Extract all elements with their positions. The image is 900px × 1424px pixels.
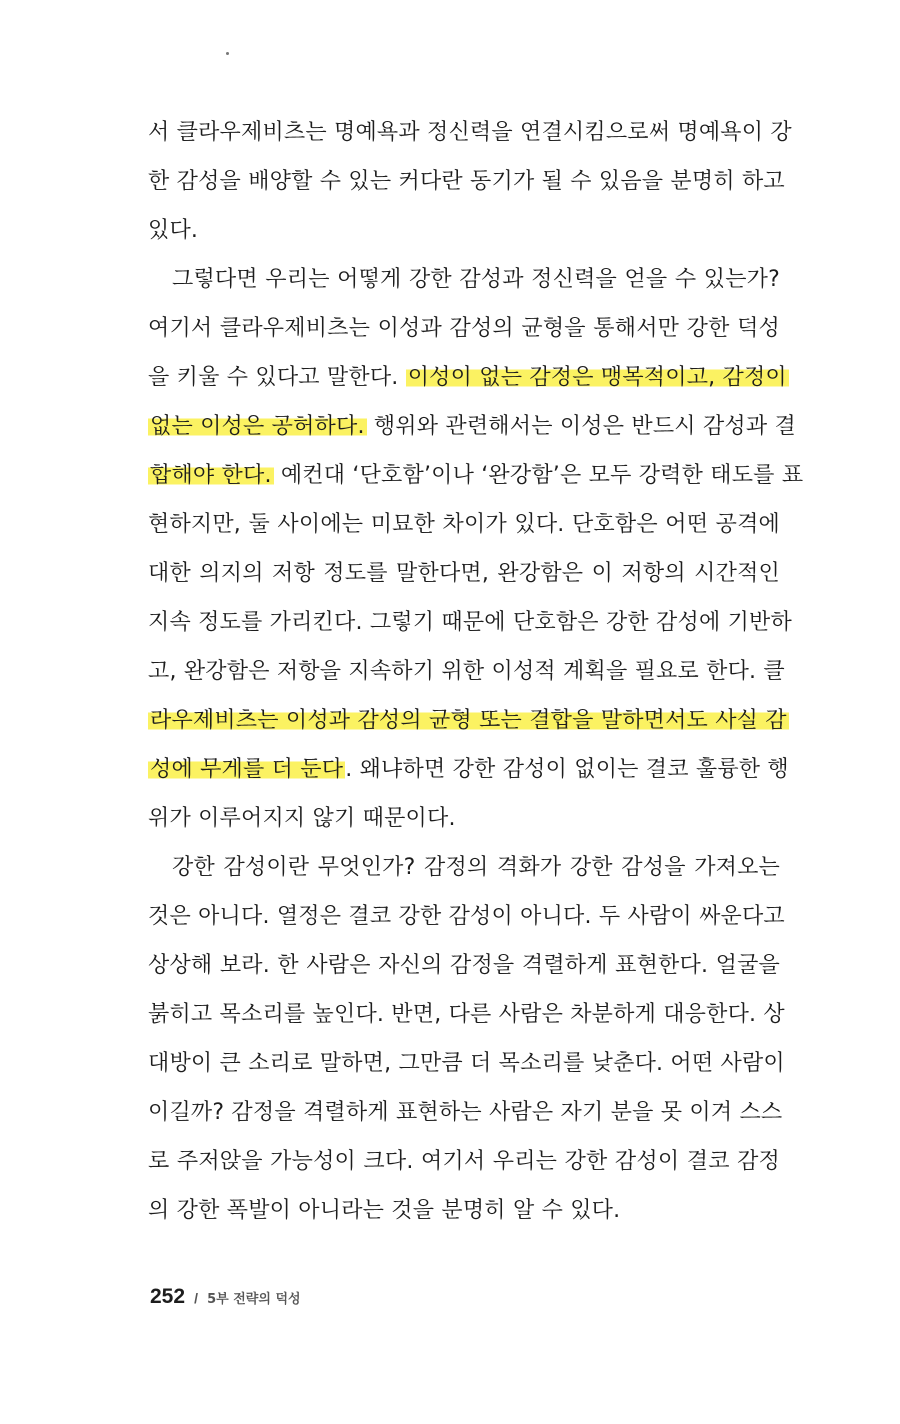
text-run: 붉히고 목소리를 높인다. 반면, 다른 사람은 차분하게 대응한다. 상 bbox=[148, 1002, 785, 1027]
text-line bbox=[172, 845, 780, 891]
text-line bbox=[148, 992, 785, 1038]
text-run: 의 강한 폭발이 아니라는 것을 분명히 알 수 있다. bbox=[148, 1198, 621, 1223]
text-run: 있다. bbox=[148, 218, 199, 243]
text-line bbox=[148, 110, 792, 156]
text-run: 행위와 관련해서는 이성은 반드시 감성과 결 bbox=[366, 414, 796, 439]
text-line bbox=[148, 551, 780, 597]
text-run: 상상해 보라. 한 사람은 자신의 감정을 격렬하게 표현한다. 얼굴을 bbox=[148, 953, 780, 978]
text-line bbox=[148, 600, 792, 646]
text-run: 한 감성을 배양할 수 있는 커다란 동기가 될 수 있음을 분명히 하고 bbox=[148, 169, 785, 194]
text-run: 지속 정도를 가리킨다. 그렇기 때문에 단호함은 강한 감성에 기반하 bbox=[148, 610, 792, 635]
text-run: 강한 감성이란 무엇인가? 감정의 격화가 강한 감성을 가져오는 bbox=[172, 855, 780, 880]
text-run: 서 클라우제비츠는 명예욕과 정신력을 연결시킴으로써 명예욕이 강 bbox=[148, 120, 792, 145]
text-line bbox=[148, 159, 785, 205]
text-run: 로 주저앉을 가능성이 크다. 여기서 우리는 강한 감성이 결코 감정 bbox=[148, 1149, 780, 1174]
text-line bbox=[148, 306, 780, 352]
highlighted-text: 합해야 한다. bbox=[150, 463, 272, 488]
text-run: 대한 의지의 저항 정도를 말한다면, 완강함은 이 저항의 시간적인 bbox=[148, 561, 780, 586]
text-run: 것은 아니다. 열정은 결코 강한 감성이 아니다. 두 사람이 싸운다고 bbox=[148, 904, 785, 929]
text-run: 위가 이루어지지 않기 때문이다. bbox=[148, 806, 456, 831]
page-footer bbox=[150, 1282, 301, 1312]
text-line bbox=[148, 649, 785, 695]
text-line bbox=[148, 698, 787, 744]
highlighted-text: 라우제비츠는 이성과 감성의 균형 또는 결합을 말하면서도 사실 감 bbox=[150, 708, 787, 733]
text-line bbox=[148, 1041, 785, 1087]
text-line bbox=[148, 453, 804, 499]
text-line bbox=[148, 208, 780, 254]
highlighted-text: 성에 무게를 더 둔다 bbox=[150, 757, 344, 782]
footer-separator: / bbox=[194, 1290, 199, 1306]
text-run: 여기서 클라우제비츠는 이성과 감성의 균형을 통해서만 강한 덕성 bbox=[148, 316, 780, 341]
page-speck bbox=[226, 52, 229, 55]
text-run: 대방이 큰 소리로 말하면, 그만큼 더 목소리를 낮춘다. 어떤 사람이 bbox=[148, 1051, 785, 1076]
text-run: 고, 완강함은 저항을 지속하기 위한 이성적 계획을 필요로 한다. 클 bbox=[148, 659, 785, 684]
text-line bbox=[148, 1090, 783, 1136]
highlighted-text: 이성이 없는 감정은 맹목적이고, 감정이 bbox=[407, 365, 787, 390]
text-run: 그렇다면 우리는 어떻게 강한 감성과 정신력을 얻을 수 있는가? bbox=[172, 267, 780, 292]
text-line bbox=[148, 355, 787, 401]
text-line bbox=[148, 894, 785, 940]
text-line bbox=[148, 796, 780, 842]
text-run: 을 키울 수 있다고 말한다. bbox=[148, 365, 406, 390]
text-line bbox=[148, 502, 780, 548]
text-line bbox=[172, 257, 780, 303]
text-line bbox=[148, 404, 796, 450]
text-line bbox=[148, 943, 780, 989]
text-run: 예컨대 ‘단호함’이나 ‘완강함’은 모두 강력한 태도를 표 bbox=[273, 463, 804, 488]
page-number: 252 bbox=[150, 1285, 186, 1308]
text-line bbox=[148, 1188, 780, 1234]
highlighted-text: 없는 이성은 공허하다. bbox=[150, 414, 365, 439]
text-run: . 왜냐하면 강한 감성이 없이는 결코 훌륭한 행 bbox=[345, 757, 789, 782]
text-line bbox=[148, 1139, 780, 1185]
text-run: 현하지만, 둘 사이에는 미묘한 차이가 있다. 단호함은 어떤 공격에 bbox=[148, 512, 780, 537]
section-title: 5부 전략의 덕성 bbox=[207, 1292, 301, 1307]
text-line bbox=[148, 747, 789, 793]
text-run: 이길까? 감정을 격렬하게 표현하는 사람은 자기 분을 못 이겨 스스 bbox=[148, 1100, 783, 1125]
